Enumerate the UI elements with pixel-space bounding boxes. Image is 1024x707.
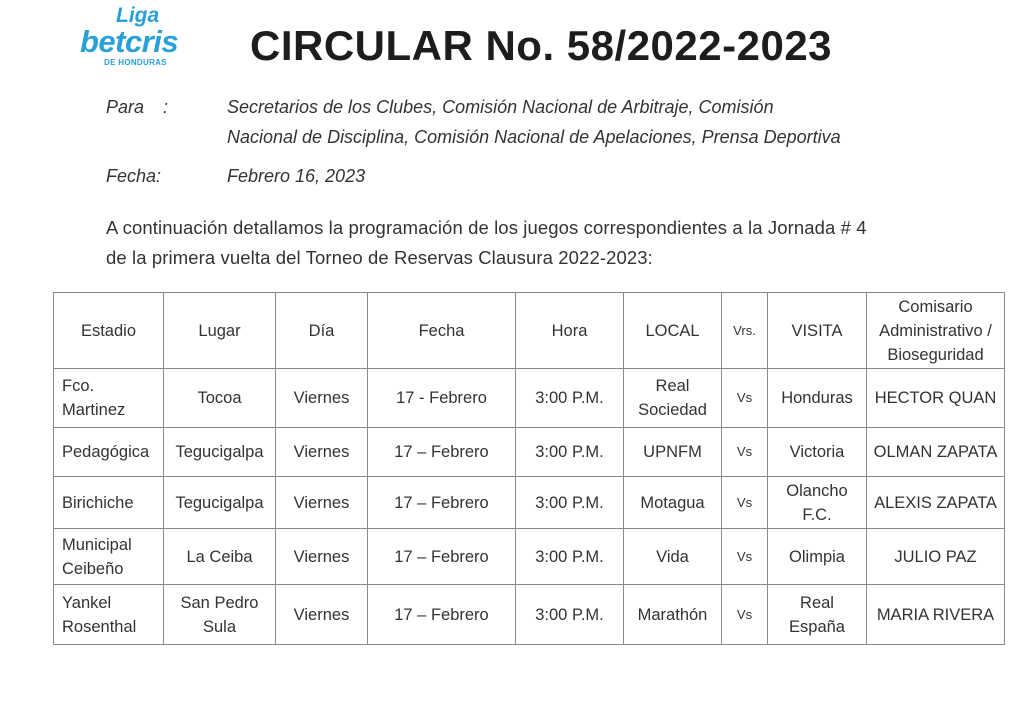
cell-comisario: MARIA RIVERA xyxy=(867,585,1005,645)
cell-lugar: Tegucigalpa xyxy=(164,477,276,529)
cell-visita: Honduras xyxy=(768,369,867,428)
cell-lugar: Tocoa xyxy=(164,369,276,428)
fecha-value: Febrero 16, 2023 xyxy=(227,166,366,186)
cell-visita: Olancho F.C. xyxy=(768,477,867,529)
cell-dia: Viernes xyxy=(276,529,368,585)
cell-dia: Viernes xyxy=(276,369,368,428)
cell-dia: Viernes xyxy=(276,428,368,477)
header-lugar: Lugar xyxy=(164,293,276,369)
cell-vs: Vs xyxy=(722,428,768,477)
cell-hora: 3:00 P.M. xyxy=(516,477,624,529)
cell-hora: 3:00 P.M. xyxy=(516,428,624,477)
table-row xyxy=(54,477,1005,529)
cell-vs: Vs xyxy=(722,585,768,645)
intro-line1: A continuación detallamos la programación de los juegos correspondientes a la Jornada # 4 xyxy=(106,217,867,238)
cell-hora: 3:00 P.M. xyxy=(516,369,624,428)
cell-fecha: 17 – Febrero xyxy=(368,529,516,585)
cell-estadio: Birichiche xyxy=(54,477,164,529)
cell-estadio: Fco. Martinez xyxy=(54,369,164,428)
cell-lugar: Tegucigalpa xyxy=(164,428,276,477)
fecha-label: Fecha: xyxy=(106,166,162,186)
cell-local: Vida xyxy=(624,529,722,585)
header-vrs: Vrs. xyxy=(722,293,768,369)
cell-comisario: ALEXIS ZAPATA xyxy=(867,477,1005,529)
header-visita: VISITA xyxy=(768,293,867,369)
cell-hora: 3:00 P.M. xyxy=(516,529,624,585)
header-hora: Hora xyxy=(516,293,624,369)
table-row xyxy=(54,369,1005,428)
table-row xyxy=(54,585,1005,645)
table-row xyxy=(54,428,1005,477)
para-label: Para xyxy=(106,97,145,117)
cell-fecha: 17 - Febrero xyxy=(368,369,516,428)
header-local: LOCAL xyxy=(624,293,722,369)
cell-fecha: 17 – Febrero xyxy=(368,428,516,477)
para-recipients-line2: Nacional de Disciplina, Comisión Nacional de Apelaciones, Prensa Deportiva xyxy=(227,127,841,147)
cell-estadio: Municipal Ceibeño xyxy=(54,529,164,585)
schedule-table xyxy=(53,292,1005,645)
header-comisario: Comisario Administrativo / Bioseguridad xyxy=(867,293,1005,369)
cell-local: Marathón xyxy=(624,585,722,645)
circular-title: CIRCULAR No. 58/2022-2023 xyxy=(250,22,833,69)
cell-vs: Vs xyxy=(722,369,768,428)
cell-estadio: Pedagógica xyxy=(54,428,164,477)
para-colon: : xyxy=(163,97,169,117)
cell-dia: Viernes xyxy=(276,477,368,529)
logo-liga-text: Liga xyxy=(116,4,160,27)
cell-vs: Vs xyxy=(722,529,768,585)
league-logo xyxy=(80,4,206,70)
header-dia: Día xyxy=(276,293,368,369)
cell-dia: Viernes xyxy=(276,585,368,645)
cell-vs: Vs xyxy=(722,477,768,529)
intro-line2: de la primera vuelta del Torneo de Reservas Clausura 2022-2023: xyxy=(106,247,653,268)
cell-comisario: OLMAN ZAPATA xyxy=(867,428,1005,477)
cell-local: UPNFM xyxy=(624,428,722,477)
cell-comisario: HECTOR QUAN xyxy=(867,369,1005,428)
header-fecha: Fecha xyxy=(368,293,516,369)
table-row xyxy=(54,529,1005,585)
cell-hora: 3:00 P.M. xyxy=(516,585,624,645)
logo-brand-text: betcris xyxy=(80,24,179,59)
cell-visita: Victoria xyxy=(768,428,867,477)
table-header-row xyxy=(54,293,1005,369)
cell-local: Real Sociedad xyxy=(624,369,722,428)
cell-visita: Real España xyxy=(768,585,867,645)
cell-local: Motagua xyxy=(624,477,722,529)
logo-sub-text: DE HONDURAS xyxy=(104,58,167,67)
para-recipients-line1: Secretarios de los Clubes, Comisión Nacional de Arbitraje, Comisión xyxy=(227,97,774,117)
cell-fecha: 17 – Febrero xyxy=(368,477,516,529)
cell-lugar: San Pedro Sula xyxy=(164,585,276,645)
cell-comisario: JULIO PAZ xyxy=(867,529,1005,585)
cell-estadio: Yankel Rosenthal xyxy=(54,585,164,645)
header-estadio: Estadio xyxy=(54,293,164,369)
cell-lugar: La Ceiba xyxy=(164,529,276,585)
cell-visita: Olimpia xyxy=(768,529,867,585)
cell-fecha: 17 – Febrero xyxy=(368,585,516,645)
